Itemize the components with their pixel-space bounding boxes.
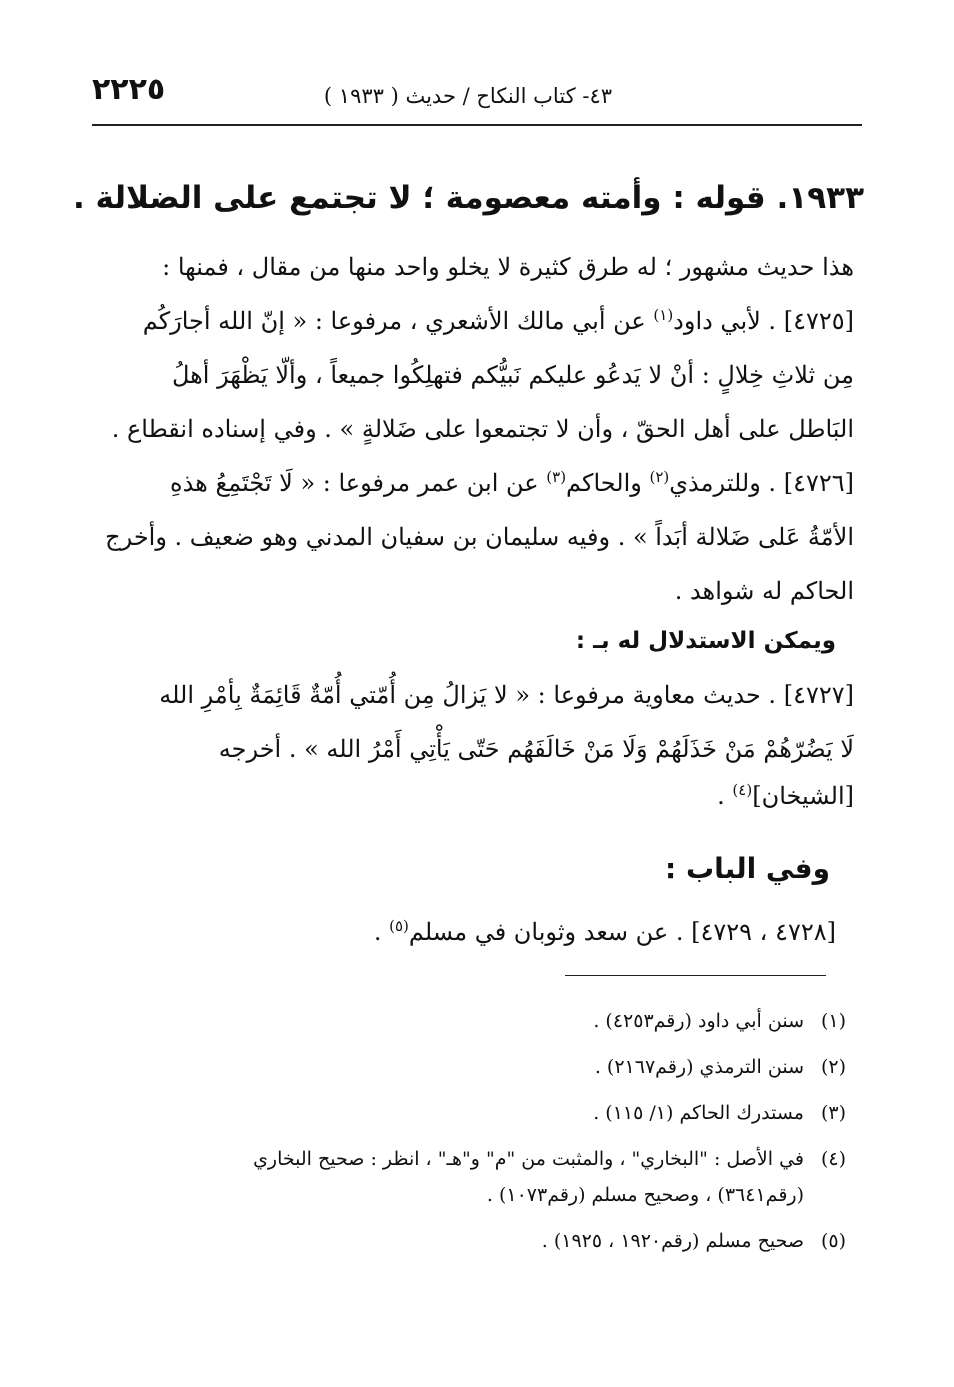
footnote-item xyxy=(80,1141,846,1213)
footnote-ref-5[interactable]: (٥) xyxy=(389,917,409,935)
text-segment: . xyxy=(717,782,733,810)
page-header xyxy=(92,72,862,126)
footnote-line: سنن أبي داود (رقم٤٢٥٣) . xyxy=(593,1010,804,1032)
text-segment: . xyxy=(373,918,390,946)
text-line: لَا يَضُرّهُمْ مَنْ خَذَلَهُمْ وَلَا مَنْ خَالَفَهُم حَتّى يَأْتِي أَمْرُ الله » . أخرجه xyxy=(218,735,854,763)
footnote-number: (٣) xyxy=(820,1102,846,1124)
footnote-line: صحيح مسلم (رقم١٩٢٠ ، ١٩٢٥) . xyxy=(541,1230,804,1252)
text-line: البَاطل على أهل الحقّ ، وأن لا تجتمعوا على ضَلالةٍ » . وفي إسناده انقطاع . xyxy=(111,415,854,443)
footnote-item xyxy=(80,1003,846,1039)
footnote-line: (رقم٣٦٤١) ، وصحيح مسلم (رقم١٠٧٣) . xyxy=(486,1184,804,1206)
page-number: ٢٢٢٥ xyxy=(92,72,166,107)
text-line xyxy=(92,905,836,959)
text-segment: والحاكم xyxy=(566,469,650,497)
text-line: [٤٧٢٧] . حديث معاوية مرفوعا : « لا يَزالُ مِن أُمّتي أُمّةٌ قَائِمَةٌ بِأمْرِ الله xyxy=(159,681,854,709)
running-head: ٤٣- كتاب النكاح / حديث ( ١٩٣٣ ) xyxy=(323,84,612,108)
subheading-istidlal: ويمكن الاستدلال له بـ : xyxy=(575,628,836,654)
text-line xyxy=(92,294,854,348)
footnote-line: سنن الترمذي (رقم٢١٦٧) . xyxy=(594,1056,804,1078)
footnote-text xyxy=(80,1223,804,1259)
text-line: الأمّةُ عَلى ضَلالة أبَداً » . وفيه سليمان بن سفيان المدني وهو ضعيف . وأخرج xyxy=(105,523,854,551)
text-segment: [٤٧٢٥] . لأبي داود xyxy=(673,307,854,335)
text-segment: [٤٧٢٦] . وللترمذي xyxy=(669,469,854,497)
footnote-ref-3[interactable]: (٣) xyxy=(546,468,567,486)
footnotes xyxy=(80,1003,846,1269)
footnote-text xyxy=(80,1141,804,1213)
text-line: الحاكم له شواهد . xyxy=(674,577,854,605)
footnote-text xyxy=(80,1049,804,1085)
text-line: مِن ثلاثِ خِلالٍ : أنْ لا يَدعُو عليكم نَبيُّكم فتهلِكُوا جميعاً ، وألّا يَظْهَرَ أهلُ xyxy=(171,361,854,389)
text-line: هذا حديث مشهور ؛ له طرق كثيرة لا يخلو واحد منها من مقال ، فمنها : xyxy=(162,253,854,281)
paragraph-main xyxy=(92,240,854,618)
footnote-text xyxy=(80,1095,804,1131)
footnote-divider xyxy=(565,975,826,976)
footnote-number: (٢) xyxy=(820,1056,846,1078)
footnote-ref-1[interactable]: (١) xyxy=(653,306,674,324)
hadith-heading: ١٩٣٣. قوله : وأمته معصومة ؛ لا تجتمع على الضلالة . xyxy=(72,180,864,216)
footnote-text xyxy=(80,1003,804,1039)
text-line xyxy=(92,456,854,510)
footnote-item xyxy=(80,1223,846,1259)
footnote-ref-4[interactable]: (٤) xyxy=(732,781,753,799)
footnote-number: (٤) xyxy=(820,1148,846,1170)
text-segment: [٤٧٢٨ ، ٤٧٢٩] . عن سعد وثوبان في مسلم xyxy=(408,918,836,946)
footnote-item xyxy=(80,1049,846,1085)
text-line xyxy=(92,776,854,816)
footnote-item xyxy=(80,1095,846,1131)
footnote-line: في الأصل : "البخاري" ، والمثبت من "م" و"هـ" ، انظر : صحيح البخاري xyxy=(253,1148,804,1170)
subheading-bab: وفي الباب : xyxy=(665,852,830,885)
text-segment: عن أبي مالك الأشعري ، مرفوعا : « إنّ الله أجارَكُم xyxy=(142,307,654,335)
paragraph-muawiya xyxy=(92,668,854,816)
footnote-ref-2[interactable]: (٢) xyxy=(649,468,670,486)
footnote-number: (٥) xyxy=(820,1230,846,1252)
paragraph-bab xyxy=(92,905,836,959)
text-segment: [الشيخان] xyxy=(752,782,854,810)
text-segment: عن ابن عمر مرفوعا : « لَا تَجْتَمِعُ هذهِ xyxy=(170,469,547,497)
footnote-number: (١) xyxy=(820,1010,846,1032)
footnote-line: مستدرك الحاكم (١/ ١١٥) . xyxy=(593,1102,804,1124)
